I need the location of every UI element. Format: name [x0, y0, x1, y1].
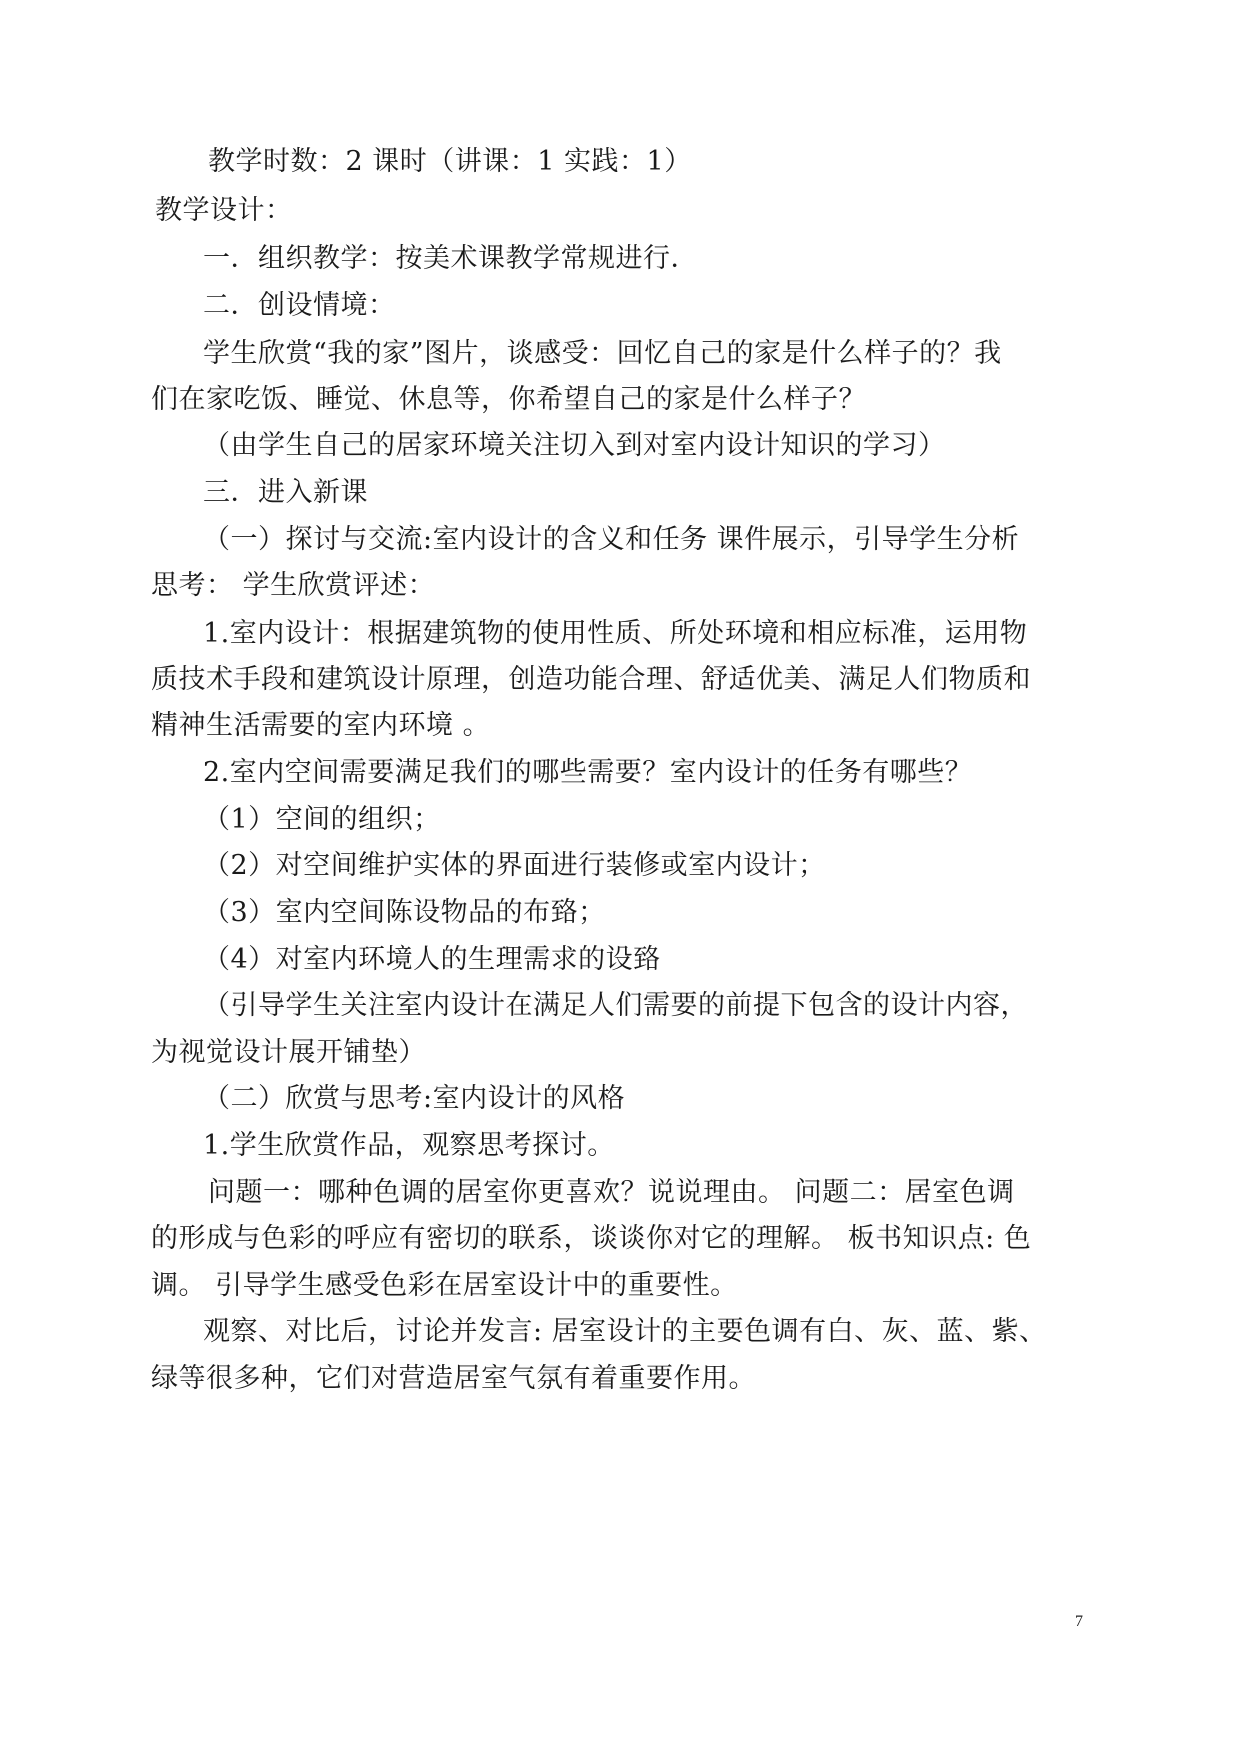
text-line: （二）欣赏与思考:室内设计的风格: [203, 1083, 626, 1114]
text-line: 质技术手段和建筑设计原理，创造功能合理、舒适优美、满足人们物质和: [151, 664, 1031, 695]
page-number: 7: [1075, 1613, 1083, 1630]
text-line: （4）对室内环境人的生理需求的设臵: [203, 944, 661, 975]
text-line: 问题一：哪种色调的居室你更喜欢？说说理由。 问题二：居室色调: [208, 1177, 1015, 1208]
text-line: 2.室内空间需要满足我们的哪些需要？室内设计的任务有哪些？: [203, 757, 973, 788]
text-line: 观察、对比后，讨论并发言: 居室设计的主要色调有白、灰、蓝、紫、: [203, 1316, 1047, 1347]
text-line: 三．进入新课: [203, 477, 368, 508]
text-line: 为视觉设计展开铺垫）: [151, 1037, 426, 1068]
text-line: 教学时数：2 课时（讲课：1 实践：1）: [208, 146, 692, 177]
text-line: 教学设计：: [155, 195, 293, 226]
text-line: 绿等很多种，它们对营造居室气氛有着重要作用。: [151, 1363, 756, 1394]
text-line: 调。 引导学生感受色彩在居室设计中的重要性。: [151, 1270, 738, 1301]
text-line: 1.室内设计：根据建筑物的使用性质、所处环境和相应标准，运用物: [203, 618, 1028, 649]
text-line: 学生欣赏“我的家”图片，谈感受：回忆自己的家是什么样子的？我: [203, 338, 1002, 369]
text-line: （2）对空间维护实体的界面进行装修或室内设计；: [203, 850, 826, 881]
text-line: 精神生活需要的室内环境 。: [151, 710, 491, 741]
text-line: 的形成与色彩的呼应有密切的联系，谈谈你对它的理解。 板书知识点: 色: [151, 1223, 1032, 1254]
text-line: 1.学生欣赏作品，观察思考探讨。: [203, 1130, 615, 1161]
text-line: （由学生自己的居家环境关注切入到对室内设计知识的学习）: [203, 430, 946, 461]
text-line: 们在家吃饭、睡觉、休息等，你希望自己的家是什么样子？: [151, 384, 866, 415]
text-line: （一）探讨与交流:室内设计的含义和任务 课件展示，引导学生分析: [203, 524, 1020, 555]
text-line: （引导学生关注室内设计在满足人们需要的前提下包含的设计内容，: [203, 990, 1028, 1021]
text-line: 二．创设情境：: [203, 290, 396, 321]
text-line: 一．组织教学：按美术课教学常规进行．: [203, 243, 698, 274]
text-line: 思考： 学生欣赏评述：: [151, 570, 436, 601]
text-line: （3）室内空间陈设物品的布臵；: [203, 897, 606, 928]
text-line: （1）空间的组织；: [203, 804, 441, 835]
